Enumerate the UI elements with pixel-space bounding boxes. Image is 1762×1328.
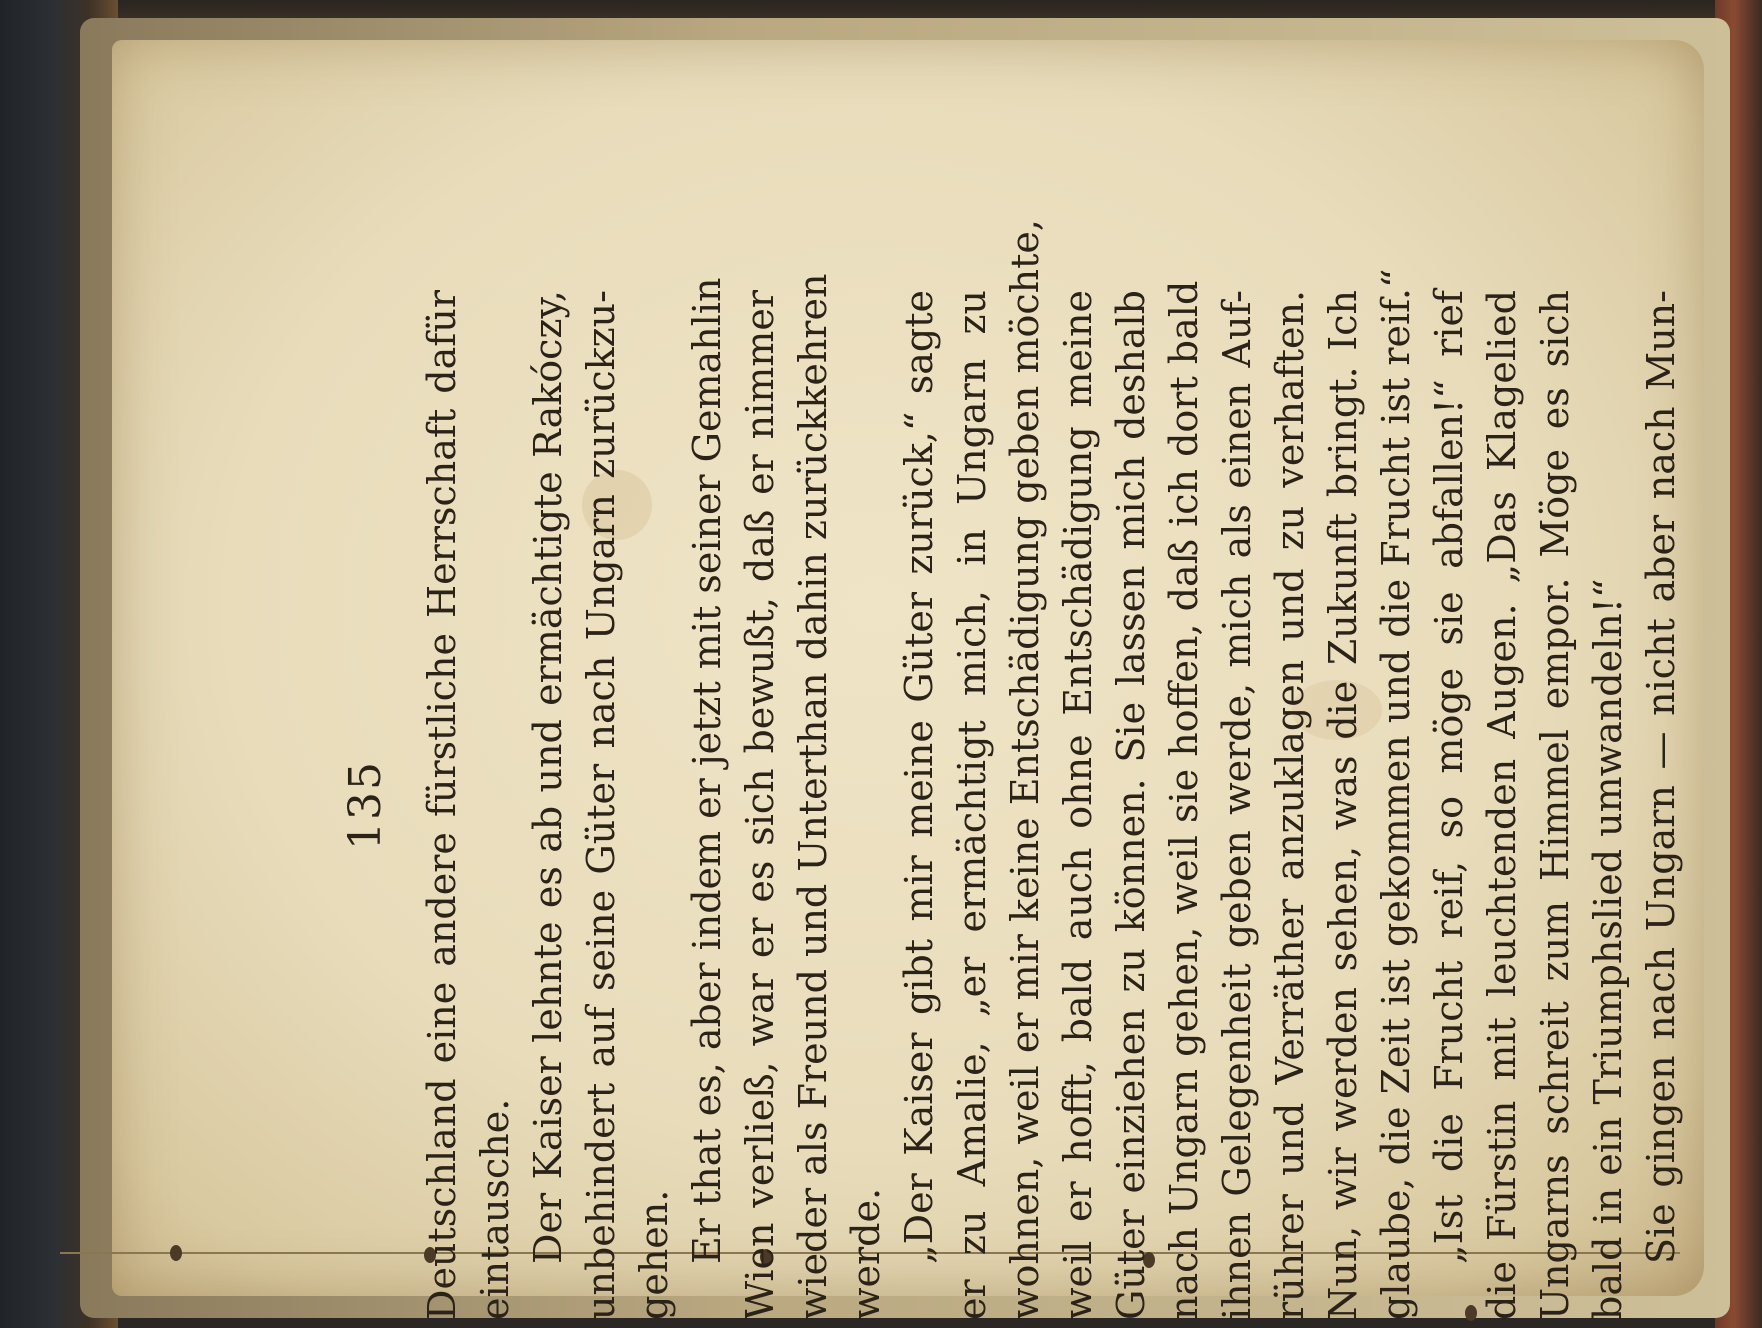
text-line: Deutschland eine andere fürstliche Herrschaft dafür (420, 290, 464, 1320)
text-line: Ungarns schreit zum Himmel empor. Möge es sich (1533, 290, 1577, 1320)
page-number: 135 (340, 760, 391, 850)
text-line: Nun, wir werden sehen, was die Zukunft bringt. Ich (1321, 290, 1365, 1320)
text-line: „Der Kaiser gibt mir meine Güter zurück,“ sagte (897, 290, 941, 1264)
text-line: werde. (844, 1187, 888, 1320)
text-line: ihnen Gelegenheit geben werde, mich als einen Auf- (1215, 290, 1259, 1320)
text-line: Er that es, aber indem er jetzt mit seiner Gemahlin (685, 277, 729, 1264)
text-line: Sie gingen nach Ungarn — nicht aber nach Mun- (1639, 290, 1683, 1264)
text-line: er zu Amalie, „er ermächtigt mich, in Ungarn zu (950, 290, 994, 1320)
text-line: „Ist die Frucht reif, so möge sie abfallen!“ rief (1427, 290, 1471, 1264)
text-line: unbehindert auf seine Güter nach Ungarn zurückzu- (579, 290, 623, 1320)
text-line: glaube, die Zeit ist gekommen und die Frucht ist reif.“ (1374, 268, 1418, 1320)
text-line: Der Kaiser lehnte es ab und ermächtigte Rakóczy, (526, 290, 570, 1264)
text-line: bald in ein Triumphslied umwandeln!“ (1586, 578, 1630, 1320)
text-line: weil er hofft, bald auch ohne Entschädigung meine (1056, 290, 1100, 1320)
page-text-block (340, 219, 1683, 1320)
text-line: eintausche. (473, 1098, 517, 1320)
text-line: Wien verließ, war er es sich bewußt, daß er nimmer (738, 290, 782, 1320)
stitch-hole (170, 1245, 182, 1261)
text-line: wohnen, weil er mir keine Entschädigung geben möchte, (1003, 219, 1047, 1320)
text-line: die Fürstin mit leuchtenden Augen. „Das Klagelied (1480, 290, 1524, 1320)
text-line: wieder als Freund und Unterthan dahin zurückkehren (791, 273, 835, 1320)
text-line: rührer und Verräther anzuklagen und zu verhaften. (1268, 290, 1312, 1320)
text-line: gehen. (632, 1189, 676, 1320)
text-line: Güter einziehen zu können. Sie lassen mich deshalb (1109, 290, 1153, 1320)
text-lines (416, 219, 1688, 1320)
text-line: nach Ungarn gehen, weil sie hoffen, daß ich dort bald (1162, 280, 1206, 1320)
